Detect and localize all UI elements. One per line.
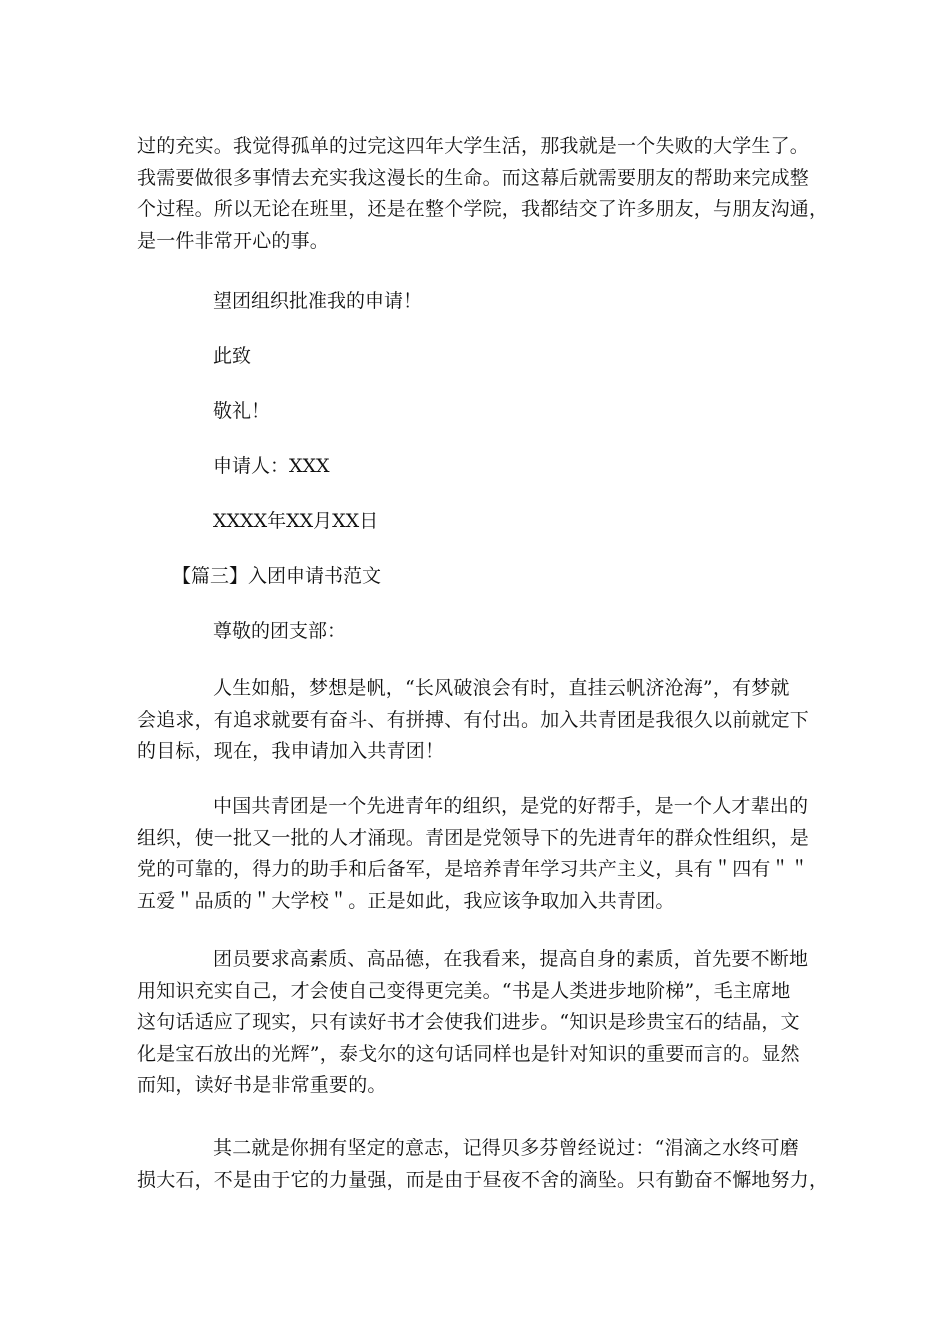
salutation-line: 此致: [213, 345, 252, 367]
request-line: 望团组织批准我的申请！: [213, 290, 423, 312]
greeting-line: 尊敬的团支部：: [213, 620, 347, 642]
text-line: 组织，使一批又一批的人才涌现。青团是党领导下的先进青年的群众性组织，是: [137, 826, 810, 849]
text-line: 这句话适应了现实，只有读好书才会使我们进步。“知识是珍贵宝石的结晶，文: [137, 1011, 800, 1033]
text-line: 党的可靠的，得力的助手和后备军，是培养青年学习共产主义，具有＂四有＂＂: [137, 858, 810, 880]
text-line: 而知，读好书是非常重要的。: [137, 1074, 387, 1096]
paragraph-knowledge: [137, 944, 827, 1102]
text-line: 的目标，现在，我申请加入共青团！: [137, 740, 445, 762]
applicant-line: 申请人：XXX: [213, 455, 330, 477]
text-line: 会追求，有追求就要有奋斗、有拼搏、有付出。加入共青团是我很久以前就定下: [137, 708, 810, 731]
text-line: 是一件非常开心的事。: [137, 229, 330, 252]
paragraph-friends: [137, 131, 827, 257]
paragraph-will: [137, 1133, 827, 1196]
text-line: 损大石，不是由于它的力量强，而是由于昼夜不舍的滴坠。只有勤奋不懈地努力，: [137, 1168, 829, 1191]
paragraph-league: [137, 791, 827, 917]
text-line: 中国共青团是一个先进青年的组织，是党的好帮手，是一个人才辈出的: [213, 795, 809, 817]
date-line: XXXX年XX月XX日: [213, 510, 379, 532]
text-line: 化是宝石放出的光辉”，泰戈尔的这句话同样也是针对知识的重要而言的。显然: [137, 1042, 800, 1065]
salutation-line-2: 敬礼！: [213, 400, 271, 422]
text-line: 人生如船，梦想是帆，“长风破浪会有时，直挂云帆济沧海”，有梦就: [213, 677, 790, 699]
text-line: 用知识充实自己，才会使自己变得更完美。“书是人类进步地阶梯”，毛主席地: [137, 979, 791, 1002]
section-heading: 【篇三】入团申请书范文: [172, 565, 382, 587]
text-line: 五爱＂品质的＂大学校＂。正是如此，我应该争取加入共青团。: [137, 889, 675, 912]
text-line: 我需要做很多事情去充实我这漫长的生命。而这幕后就需要朋友的帮助来完成整: [137, 166, 810, 189]
text-line: 过的充实。我觉得孤单的过完这四年大学生活，那我就是一个失败的大学生了。: [137, 135, 810, 157]
text-line: 团员要求高素质、高品德，在我看来，提高自身的素质，首先要不断地: [213, 948, 809, 970]
text-line: 个过程。所以无论在班里，还是在整个学院，我都结交了许多朋友，与朋友沟通，: [137, 198, 829, 220]
paragraph-dream: [137, 673, 827, 768]
text-line: 其二就是你拥有坚定的意志，记得贝多芬曾经说过：“涓滴之水终可磨: [213, 1137, 799, 1159]
